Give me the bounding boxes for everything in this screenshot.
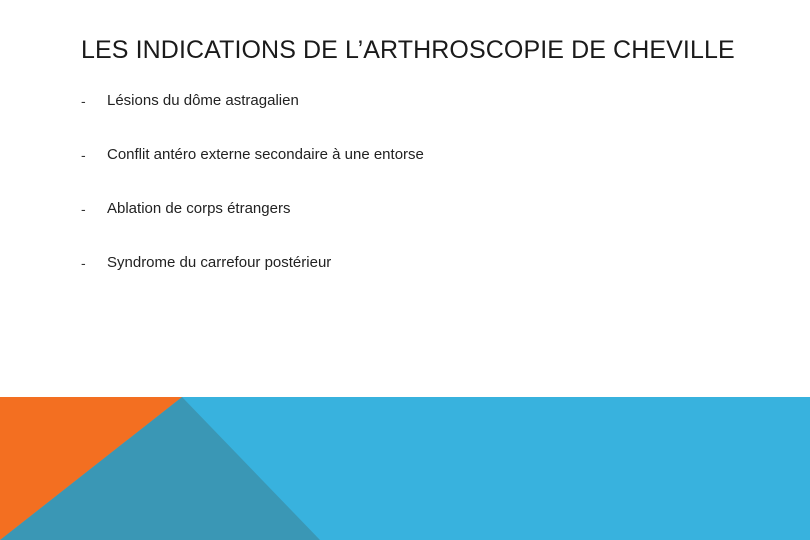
bullet-text: Lésions du dôme astragalien (107, 92, 299, 109)
bullet-item-2 (81, 146, 424, 200)
bullet-marker: - (81, 201, 86, 217)
bullet-marker: - (81, 255, 86, 271)
bullet-item-4 (81, 254, 424, 308)
bullet-marker: - (81, 147, 86, 163)
bullet-list (81, 92, 424, 308)
bullet-item-1 (81, 92, 424, 146)
bullet-marker: - (81, 93, 86, 109)
slide-title: LES INDICATIONS DE L’ARTHROSCOPIE DE CHEVILLE (81, 36, 735, 64)
bullet-text: Syndrome du carrefour postérieur (107, 254, 332, 271)
bullet-item-3 (81, 200, 424, 254)
bullet-text: Conflit antéro externe secondaire à une entorse (107, 146, 424, 163)
bullet-text: Ablation de corps étrangers (107, 200, 291, 217)
decorative-footer-shapes (0, 397, 810, 540)
